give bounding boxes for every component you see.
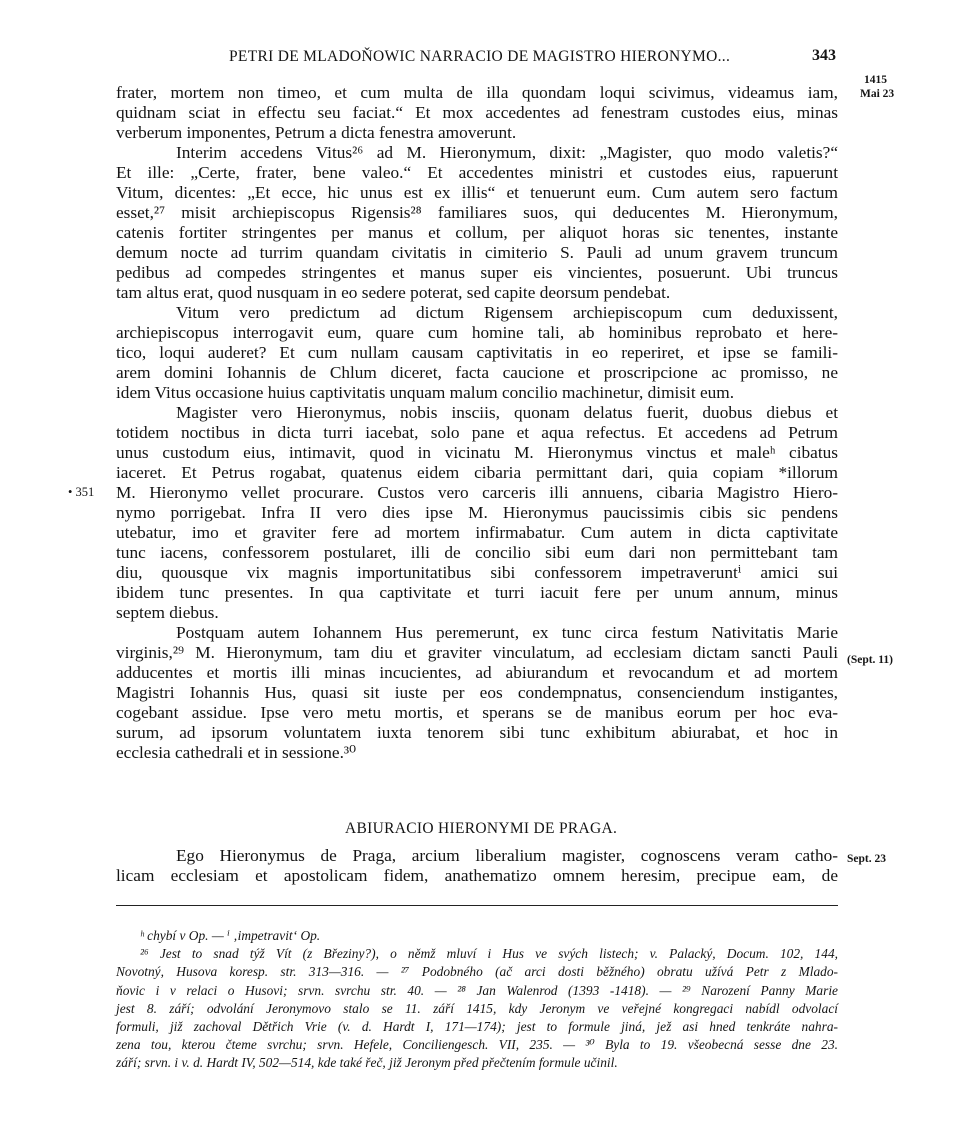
text-line: licam ecclesiam et apostolicam fidem, anathematizo omnem heresim, precipue eam, de [116, 866, 838, 885]
margin-date-mai: Mai 23 [860, 88, 895, 100]
text-line: cogebant assidue. Ipse vero metu mortis, et sperans se de manibus eorum per hoc eva- [116, 703, 838, 722]
text-line: Vitum vero predictum ad dictum Rigensem archiepiscopum cum deduxissent, [176, 303, 838, 322]
page-number: 343 [812, 47, 836, 64]
running-title: PETRI DE MLADOŇOWIC NARRACIO DE MAGISTRO HIERONYMO... [229, 48, 731, 65]
text-line: frater, mortem non timeo, et cum multa de illa quondam loqui scivimus, videamus iam, [116, 83, 838, 102]
text-line: pedibus ad compedes stringentes et manus super eis vincientes, posuerunt. Ubi truncus [116, 263, 838, 282]
footnote-line: září; srvn. i v. d. Hardt IV, 502—514, kde také řeč, již Jeronym před přečtením formule učinil. [116, 1055, 618, 1071]
text-line: arem domini Iohannis de Chlum diceret, facta caucione et proscripcione ac promisso, ne [116, 363, 838, 382]
text-line: Magistri Iohannis Hus, quasi sit iuste per eos condempnatus, consenciendum instigantes, [116, 683, 838, 702]
text-line: iaceret. Et Petrus rogabat, quatenus eidem cibaria permittant dari, quia copiam *illorum [116, 463, 838, 482]
section-heading: ABIURACIO HIERONYMI DE PRAGA. [345, 820, 618, 837]
footnote-line: ²⁶ Jest to snad týž Vít (z Březiny?), o němž mluví i Hus ve svých listech; v. Palacký, Docum. 102, 144, [140, 946, 838, 962]
text-line: totidem noctibus in dicta turri iacebat, solo pane et aqua refectus. Et accedens ad Petrum [116, 423, 838, 442]
text-line: ibidem tunc presentes. In qua captivitate et turri iacuit fere per unum annum, minus [116, 583, 838, 602]
text-line: Interim accedens Vitus²⁶ ad M. Hieronymum, dixit: „Magister, quo modo valetis?“ [176, 143, 838, 162]
text-line: demum nocte ad turrim quandam civitatis in cimiterio S. Pauli ad unum gravem truncum [116, 243, 838, 262]
text-line: virginis,²⁹ M. Hieronymum, tam diu et graviter vinculatum, ad ecclesiam dictam sancti Pauli [116, 643, 838, 662]
margin-date-sept23: Sept. 23 [847, 853, 886, 865]
text-line: idem Vitus occasione huius captivitatis unquam malum concilio machinetur, dimisit eum. [116, 383, 735, 402]
text-line: esset,²⁷ misit archiepiscopus Rigensis²⁸ familiares suos, qui deducentes M. Hieronymum, [116, 203, 838, 222]
text-line: tunc iacens, confessorem postularet, illi de concilio sibi eum dari non permittebant tam [116, 543, 838, 562]
main-text [116, 83, 838, 763]
text-line: surum, ad ipsorum voluntatem iuxta tenorem sibi tunc exhibitum abiurabat, et hoc in [116, 723, 838, 742]
text-line: nymo porrigebat. Infra II vero dies ipse M. Hieronymus paucissimis cibis sic pendens [116, 503, 838, 522]
footnote-line: formuli, již zachoval Dětřich Vrie (v. d. Hardt I, 171—174); jest to formule jiná, jež asi hned tenkráte nahra- [116, 1018, 838, 1034]
text-line: Vitum, dicentes: „Et ecce, hic unus est ex illis“ et tenuerunt eum. Cum autem sero factum [116, 183, 838, 202]
text-line: tam altus erat, quod nusquam in eo sedere poterat, sed capite deorsum pendebat. [116, 283, 671, 302]
text-line: catenis fortiter stringentes per manus et collum, per aliquot horas sic tenentes, instante [116, 223, 838, 242]
margin-year: 1415 [864, 74, 887, 86]
footnote-line: jest 8. září; odvolání Jeronymovo stalo se 11. září 1415, kdy Jeronym ve veřejné kongregaci nabídl odvolací [116, 1000, 838, 1016]
text-line: Ego Hieronymus de Praga, arcium liberalium magister, cognoscens veram catho- [176, 846, 838, 865]
text-line: M. Hieronymo vellet procurare. Custos vero carceris illi annuens, cibaria Magistro Hiero- [116, 483, 838, 502]
text-line: septem diebus. [116, 603, 219, 622]
section-text [116, 846, 838, 886]
text-line: diu, quousque vix magnis importunitatibus sibi confessorem impetraveruntⁱ amici sui [116, 563, 838, 582]
text-line: Magister vero Hieronymus, nobis insciis, quonam delatus fuerit, duobus diebus et [176, 403, 838, 422]
text-line: Postquam autem Iohannem Hus peremerunt, ex tunc circa festum Nativitatis Marie [176, 623, 838, 642]
text-line: archiepiscopus interrogavit eum, quare cum homine tali, ab hominibus reprobato et here- [116, 323, 838, 342]
text-line: verberum imponentes, Petrum a dicta fenestra amoverunt. [116, 123, 517, 142]
text-line: tico, loqui auderet? Et cum nullam causam captivitatis in eo reperiret, et ipse se famili- [116, 343, 838, 362]
footnote-line: zena tou, kterou čteme svrchu; srvn. Hefele, Conciliengesch. VII, 235. — ³⁰ Byla to 19. všeobecná sesse dne 23. [116, 1037, 838, 1053]
text-line: adducentes et mortis illi minas incucientes, ad abiurandum et revocandum et ad mortem [116, 663, 838, 682]
footnotes [116, 927, 838, 1073]
text-line: quidnam sciat in effectu seu faciat.“ Et mox accedentes ad fenestram custodes eius, minas [116, 103, 838, 122]
margin-date-sept11: (Sept. 11) [847, 654, 893, 666]
footnote-line: ʰ chybí v Op. — ⁱ ‚impetravit‘ Op. [140, 928, 321, 943]
text-line: unus custodum eius, intimavit, quod in vicinatu M. Hieronymus vinctus et maleʰ cibatus [116, 443, 838, 462]
footnote-line: Novotný, Husova koresp. str. 313—316. — ²⁷ Podobného (ač arci dosti běžného) obratu užívá Petr z Mlado- [116, 964, 838, 980]
footnote-divider [116, 905, 838, 906]
text-line: utebatur, imo et graviter fere ad mortem infirmabatur. Cum autem in dicta captivitate [116, 523, 838, 542]
text-line: Et ille: „Certe, frater, bene valeo.“ Et accedentes ministri et custodes eius, rapuerunt [116, 163, 838, 182]
margin-pagemark: • 351 [68, 485, 95, 499]
text-line: ecclesia cathedrali et in sessione.³⁰ [116, 743, 357, 762]
footnote-line: ňovic i v relaci o Husovi; srvn. svrchu str. 40. — ²⁸ Jan Walenrod (1393 -1418). — ²⁹ Narození Panny Marie [116, 982, 838, 998]
